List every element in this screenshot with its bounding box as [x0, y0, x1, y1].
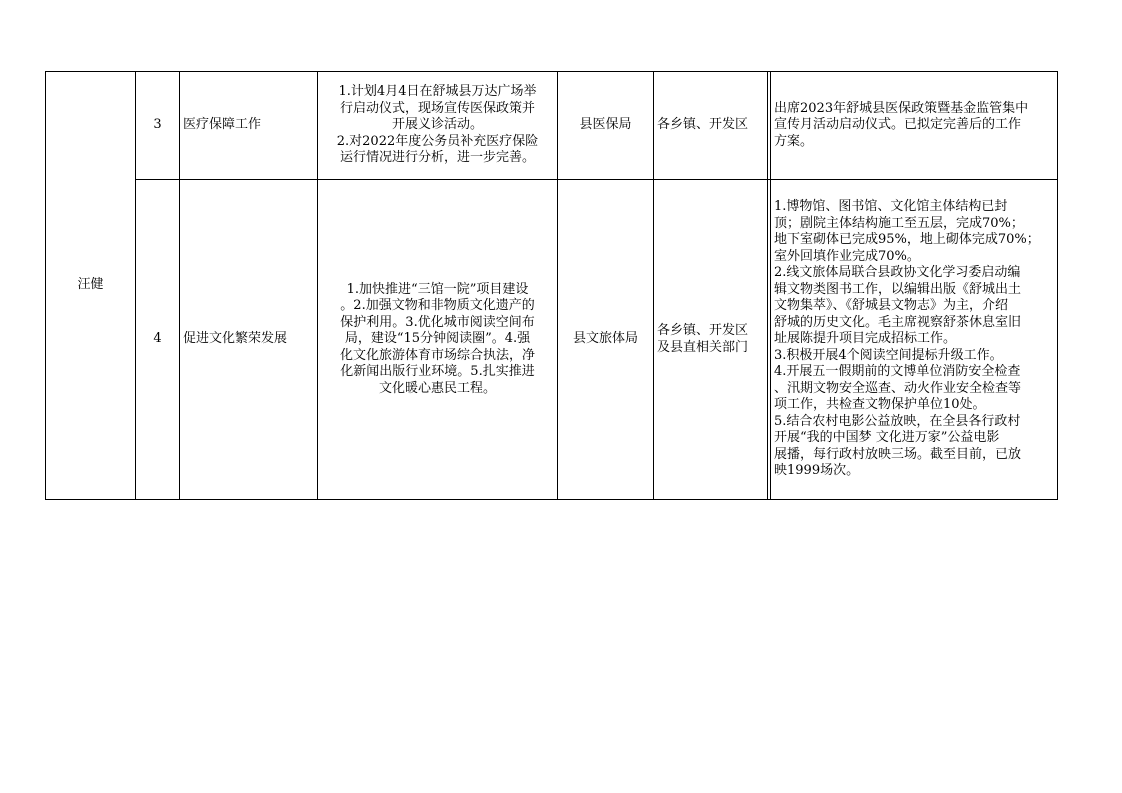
table-row	[46, 180, 1058, 500]
coop-units	[654, 180, 768, 500]
coop-units	[654, 72, 768, 180]
coop-line: 及县直相关部门	[657, 339, 749, 355]
plan-line: 1.加快推进“三馆一院”项目建设	[346, 281, 529, 297]
progress-line: 室外回填作业完成70%。	[774, 248, 920, 264]
progress-line: 方案。	[774, 133, 814, 149]
progress-line: 舒城的历史文化。毛主席视察舒茶休息室旧	[774, 314, 1022, 330]
task-name: 医疗保障工作	[180, 72, 318, 180]
task-name: 促进文化繁荣发展	[180, 180, 318, 500]
plan-line: 局，建设“15分钟阅读圈”。4.强	[344, 331, 531, 347]
plan-line: 文化暖心惠民工程。	[378, 380, 496, 396]
progress-line: 地下室砌体已完成95%，地上砌体完成70%；	[774, 232, 1040, 248]
progress-line: 文物集萃》、《舒城县文物志》为主，介绍	[774, 298, 1009, 314]
table-row	[46, 72, 1058, 180]
progress-line: 5.结合农村电影公益放映，在全县各行政村	[774, 413, 1021, 429]
progress-line: 顶；剧院主体结构施工至五层，完成70%；	[774, 215, 1024, 231]
plan-cell	[318, 180, 558, 500]
progress-cell	[771, 180, 1058, 500]
plan-line: 保护利用。3.优化城市阅读空间布	[340, 314, 535, 330]
row-number: 4	[136, 180, 180, 500]
work-table	[45, 71, 1058, 500]
plan-line: 开展义诊活动。	[391, 117, 483, 133]
plan-line: 。2.加强文物和非物质文化遗产的	[340, 298, 535, 314]
progress-line: 项工作，共检查文物保护单位10处。	[774, 397, 986, 413]
coop-line: 各乡镇、开发区	[657, 117, 749, 133]
progress-line: 映1999场次。	[774, 463, 860, 479]
plan-line: 运行情况进行分析，进一步完善。	[339, 150, 535, 166]
progress-line: 址展陈提升项目完成招标工作。	[774, 331, 957, 347]
row-number: 3	[136, 72, 180, 180]
plan-cell	[318, 72, 558, 180]
progress-line: 4.开展五一假期前的文博单位消防安全检查	[774, 364, 1021, 380]
plan-line: 2.对2022年度公务员补充医疗保险	[336, 133, 539, 149]
progress-line: 展播，每行政村放映三场。截至目前，已放	[774, 446, 1022, 462]
progress-line: 宣传月活动启动仪式。已拟定完善后的工作	[774, 117, 1022, 133]
plan-line: 行启动仪式，现场宣传医保政策并	[339, 100, 535, 116]
progress-line: 2.线文旅体局联合县政协文化学习委启动编	[774, 265, 1021, 281]
progress-line: 辑文物类图书工作，以编辑出版《舒城出土	[774, 281, 1022, 297]
coop-line: 各乡镇、开发区	[657, 323, 749, 338]
plan-line: 化文化旅游体育市场综合执法，净	[339, 347, 535, 363]
progress-line: 1.博物馆、图书馆、文化馆主体结构已封	[774, 199, 1008, 215]
progress-line: 出席2023年舒城县医保政策暨基金监管集中	[774, 100, 1029, 116]
progress-line: 开展“我的中国梦 文化进万家”公益电影	[774, 430, 1000, 446]
progress-cell	[771, 72, 1058, 180]
progress-line: 、汛期文物安全巡查、动火作业安全检查等	[774, 380, 1022, 396]
lead-unit: 县文旅体局	[558, 180, 654, 500]
progress-line: 3.积极开展4个阅读空间提标升级工作。	[774, 347, 1003, 363]
responsible-person: 汪健	[46, 72, 136, 500]
lead-unit: 县医保局	[558, 72, 654, 180]
plan-line: 1.计划4月4日在舒城县万达广场举	[338, 84, 537, 100]
plan-line: 化新闻出版行业环境。5.扎实推进	[340, 364, 535, 380]
